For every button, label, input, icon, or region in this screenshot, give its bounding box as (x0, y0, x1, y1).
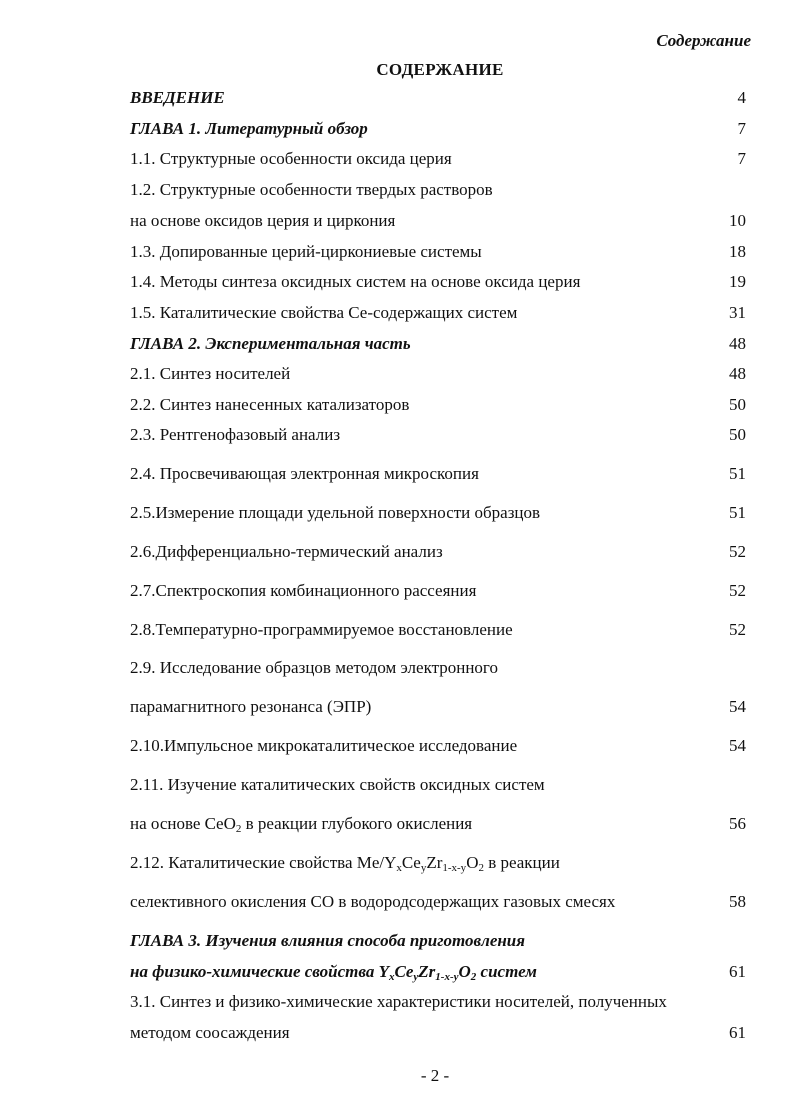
toc-entry-chapter-2[interactable] (130, 332, 746, 356)
toc-entry-label: 2.11. Изучение каталитических свойств оксидных систем (130, 775, 545, 794)
toc-entry-label: методом соосаждения (130, 1023, 290, 1042)
toc-entry-2-5[interactable] (130, 501, 746, 525)
page-number: - 2 - (420, 1066, 450, 1085)
toc-entry-chapter-3-cont[interactable] (130, 960, 746, 984)
toc-entry-label: 2.10.Импульсное микрокаталитическое исследование (130, 736, 518, 755)
toc-entry-page: 10 (729, 211, 746, 230)
toc-entry-page: 50 (729, 395, 746, 414)
toc-entry-page: 4 (737, 88, 746, 107)
toc-entry-2-1[interactable] (130, 362, 746, 386)
toc-entry-label: 2.4. Просвечивающая электронная микроскопия (130, 464, 479, 483)
toc-entry-3-1-cont[interactable] (130, 1021, 746, 1045)
toc-entry-2-12[interactable] (130, 851, 746, 875)
toc-entry-label: 1.2. Структурные особенности твердых растворов (130, 180, 493, 199)
toc-entry-page: 52 (729, 542, 746, 561)
toc-entry-page: 7 (737, 119, 746, 138)
toc-entry-2-9[interactable] (130, 656, 746, 680)
toc-entry-label: 3.1. Синтез и физико-химические характеристики носителей, полученных (130, 992, 667, 1011)
toc-entry-label: 2.1. Синтез носителей (130, 364, 291, 383)
running-head: Содержание (656, 31, 751, 50)
toc-entry-page: 48 (729, 334, 746, 353)
toc-entry-page: 54 (729, 736, 746, 755)
toc-entry-introduction[interactable] (130, 86, 746, 110)
toc-entry-1-3[interactable] (130, 240, 746, 264)
toc-entry-3-1[interactable] (130, 990, 746, 1014)
toc-entry-2-10[interactable] (130, 734, 746, 758)
toc-entry-1-5[interactable] (130, 301, 746, 325)
toc-entry-2-11[interactable] (130, 773, 746, 797)
toc-entry-2-12-cont[interactable] (130, 890, 746, 914)
toc-entry-label: 2.9. Исследование образцов методом электронного (130, 658, 498, 677)
toc-entry-label: 1.4. Методы синтеза оксидных систем на основе оксида церия (130, 272, 581, 291)
toc-entry-page: 56 (729, 814, 746, 833)
toc-entry-label: парамагнитного резонанса (ЭПР) (130, 697, 372, 716)
toc-entry-label: 2.2. Синтез нанесенных катализаторов (130, 395, 410, 414)
toc-entry-page: 51 (729, 503, 746, 522)
toc-entry-2-7[interactable] (130, 579, 746, 603)
toc-entry-chapter-1[interactable] (130, 117, 746, 141)
toc-entry-2-3[interactable] (130, 423, 746, 447)
toc-entry-page: 61 (729, 962, 746, 981)
toc-entry-chapter-3[interactable] (130, 929, 746, 953)
toc-entry-label: селективного окисления СО в водородсодержащих газовых смесях (130, 892, 616, 911)
toc-entry-label: 2.8.Температурно-программируемое восстановление (130, 620, 513, 639)
toc-entry-page: 61 (729, 1023, 746, 1042)
toc-entry-page: 19 (729, 272, 746, 291)
toc-entry-page: 54 (729, 697, 746, 716)
toc-entry-label: 2.7.Спектроскопия комбинационного рассеяния (130, 581, 477, 600)
toc-entry-page: 48 (729, 364, 746, 383)
toc-entry-label: 1.5. Каталитические свойства Се-содержащих систем (130, 303, 518, 322)
toc-entry-page: 18 (729, 242, 746, 261)
toc-entry-label: ГЛАВА 3. Изучения влияния способа приготовления (130, 931, 526, 950)
toc-entry-page: 31 (729, 303, 746, 322)
toc-entry-label: 2.12. Каталитические свойства $Me/Y_xCe_yZr_{1-x-y}O_2$ в реакции (130, 853, 560, 874)
toc-entry-page: 58 (729, 892, 746, 911)
toc-entry-2-8[interactable] (130, 618, 746, 642)
toc-entry-1-2-cont[interactable] (130, 209, 746, 233)
toc-entry-2-4[interactable] (130, 462, 746, 486)
toc-entry-2-6[interactable] (130, 540, 746, 564)
toc-entry-label: 2.3. Рентгенофазовый анализ (130, 425, 341, 444)
toc-entry-label: ГЛАВА 2. Экспериментальная часть (130, 334, 411, 353)
toc-entry-2-9-cont[interactable] (130, 695, 746, 719)
toc-entry-label: на основе оксидов церия и циркония (130, 211, 396, 230)
toc-entry-page: 52 (729, 581, 746, 600)
toc-entry-1-1[interactable] (130, 147, 746, 171)
toc-title: СОДЕРЖАНИЕ (376, 60, 504, 79)
toc-entry-1-2[interactable] (130, 178, 746, 202)
toc-entry-page: 52 (729, 620, 746, 639)
toc-entry-label: на физико-химические свойства $Y_xCe_yZr_{1-x-y}O_2$ систем (130, 962, 537, 983)
toc-entry-2-2[interactable] (130, 393, 746, 417)
toc-entry-page: 51 (729, 464, 746, 483)
toc-entry-label: 2.5.Измерение площади удельной поверхности образцов (130, 503, 541, 522)
toc-entry-label: 1.1. Структурные особенности оксида церия (130, 149, 452, 168)
toc-entry-label: 1.3. Допированные церий-циркониевые системы (130, 242, 482, 261)
toc-entry-label: ВВЕДЕНИЕ (130, 88, 225, 107)
toc-entry-page: 50 (729, 425, 746, 444)
toc-entry-label: на основе CeO$_2$ в реакции глубокого окисления (130, 814, 473, 835)
toc-entry-label: 2.6.Дифференциально-термический анализ (130, 542, 443, 561)
toc-entry-2-11-cont[interactable] (130, 812, 746, 836)
toc-entry-page: 7 (737, 149, 746, 168)
toc-entry-1-4[interactable] (130, 270, 746, 294)
toc-entry-label: ГЛАВА 1. Литературный обзор (130, 119, 368, 138)
